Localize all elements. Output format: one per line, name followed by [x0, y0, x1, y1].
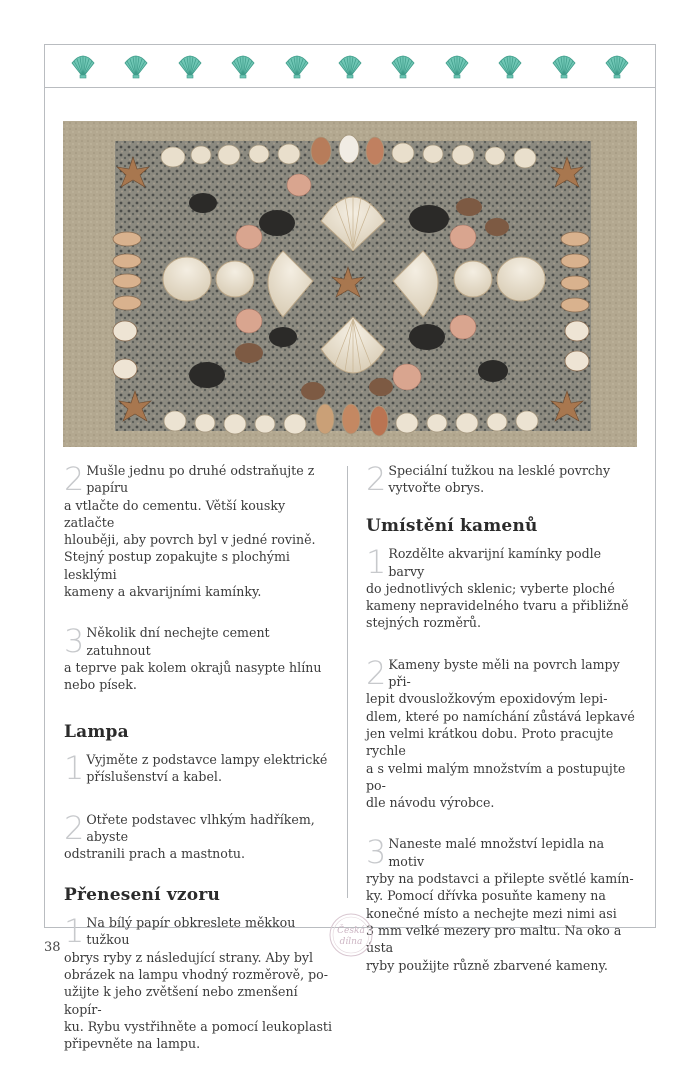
step-number: 3 [64, 622, 85, 661]
scallop-shell-icon [550, 53, 578, 79]
step-text: Speciální tužkou na lesklé povrchy vytvořte obrys. [388, 463, 611, 496]
instruction-step [64, 808, 336, 863]
section-heading-umisteni: Umístění kamenů [366, 516, 538, 536]
step-text: Naneste malé množství lepidla na motiv ryby na podstavci a přilepte světlé kamín- ky. Pomocí dřívka posuňte kameny na konečné místo a nechejte mezi nimi asi 3 mm velké mezery pro maltu. Na oko a ústa ryby použijte různě zbarvené kameny. [366, 836, 634, 973]
instruction-step [64, 462, 336, 600]
svg-text:dílna: dílna [339, 937, 363, 947]
instruction-step [366, 462, 638, 498]
step-text: Otřete podstavec vlhkým hadříkem, abyste odstranili prach a mastnotu. [64, 811, 315, 862]
scallop-shell-icon [389, 53, 417, 79]
instruction-step [366, 835, 638, 973]
scallop-shell-icon [176, 53, 204, 79]
shell-mosaic-photo [63, 121, 637, 447]
step-text: Mušle jednu po druhé odstraňujte z papíru a vtlačte do cementu. Větší kousky zatlačte hlouběji, aby povrch byl v jedné rovině. Stejný postup zopakujte s plochými lesklými kameny a akvarijními kamínky. [64, 463, 316, 600]
step-number: 3 [366, 833, 387, 872]
instruction-step [64, 624, 336, 693]
step-number: 2 [366, 653, 387, 692]
instruction-step [366, 653, 638, 812]
section-heading-lampa: Lampa [64, 721, 129, 742]
scallop-shell-icon [443, 53, 471, 79]
step-number: 1 [64, 748, 85, 787]
left-column [64, 462, 336, 1076]
scallop-shell-icon [603, 53, 631, 79]
instruction-step [366, 545, 638, 631]
instruction-step [64, 914, 336, 1052]
step-text: Kameny byste měli na povrch lampy při- lepit dvousložkovým epoxidovým lepi- dlem, které po namíchání zůstává lepkavé jen velmi krátkou dobu. Proto pracujte rychle a s velmi malým množstvím a postupujte po- dle návodu výrobce. [366, 656, 635, 811]
scallop-shell-icon [69, 53, 97, 79]
step-text: Rozdělte akvarijní kamínky podle barvy do jednotlivých sklenic; vyberte ploché kameny nepravidelného tvaru a přibližně stejných rozměrů. [366, 546, 629, 631]
step-number: 1 [366, 543, 387, 582]
svg-text:Česká: Česká [337, 926, 365, 936]
instruction-step [64, 748, 336, 787]
step-text: Vyjměte z podstavce lampy elektrické příslušenství a kabel. [86, 751, 328, 785]
step-number: 2 [64, 808, 85, 847]
scallop-shell-icon [229, 53, 257, 79]
step-number: 1 [64, 912, 85, 951]
step-text: Na bílý papír obkreslete měkkou tužkou obrys ryby z následující strany. Aby byl obrázek na lampu vhodný rozměrově, po- užijte k jeho zvětšení nebo zmenšení kopír- ku. Rybu vystřihněte a pomocí leukoplasti připevněte na lampu. [64, 915, 333, 1052]
ceska-dilna-stamp-logo [328, 912, 374, 958]
scallop-shell-icon [122, 53, 150, 79]
shell-header-band [44, 44, 656, 88]
right-column [366, 462, 638, 998]
step-number: 2 [64, 460, 85, 498]
step-number: 2 [366, 460, 387, 498]
step-text: Několik dní nechejte cement zatuhnout a teprve pak kolem okrajů nasypte hlínu nebo písek. [64, 625, 322, 693]
column-divider [347, 466, 348, 898]
section-heading-prenos: Přenesení vzoru [64, 884, 221, 905]
scallop-shell-icon [496, 53, 524, 79]
scallop-shell-icon [283, 53, 311, 79]
scallop-shell-icon [336, 53, 364, 79]
page-number: 38 [44, 940, 61, 955]
